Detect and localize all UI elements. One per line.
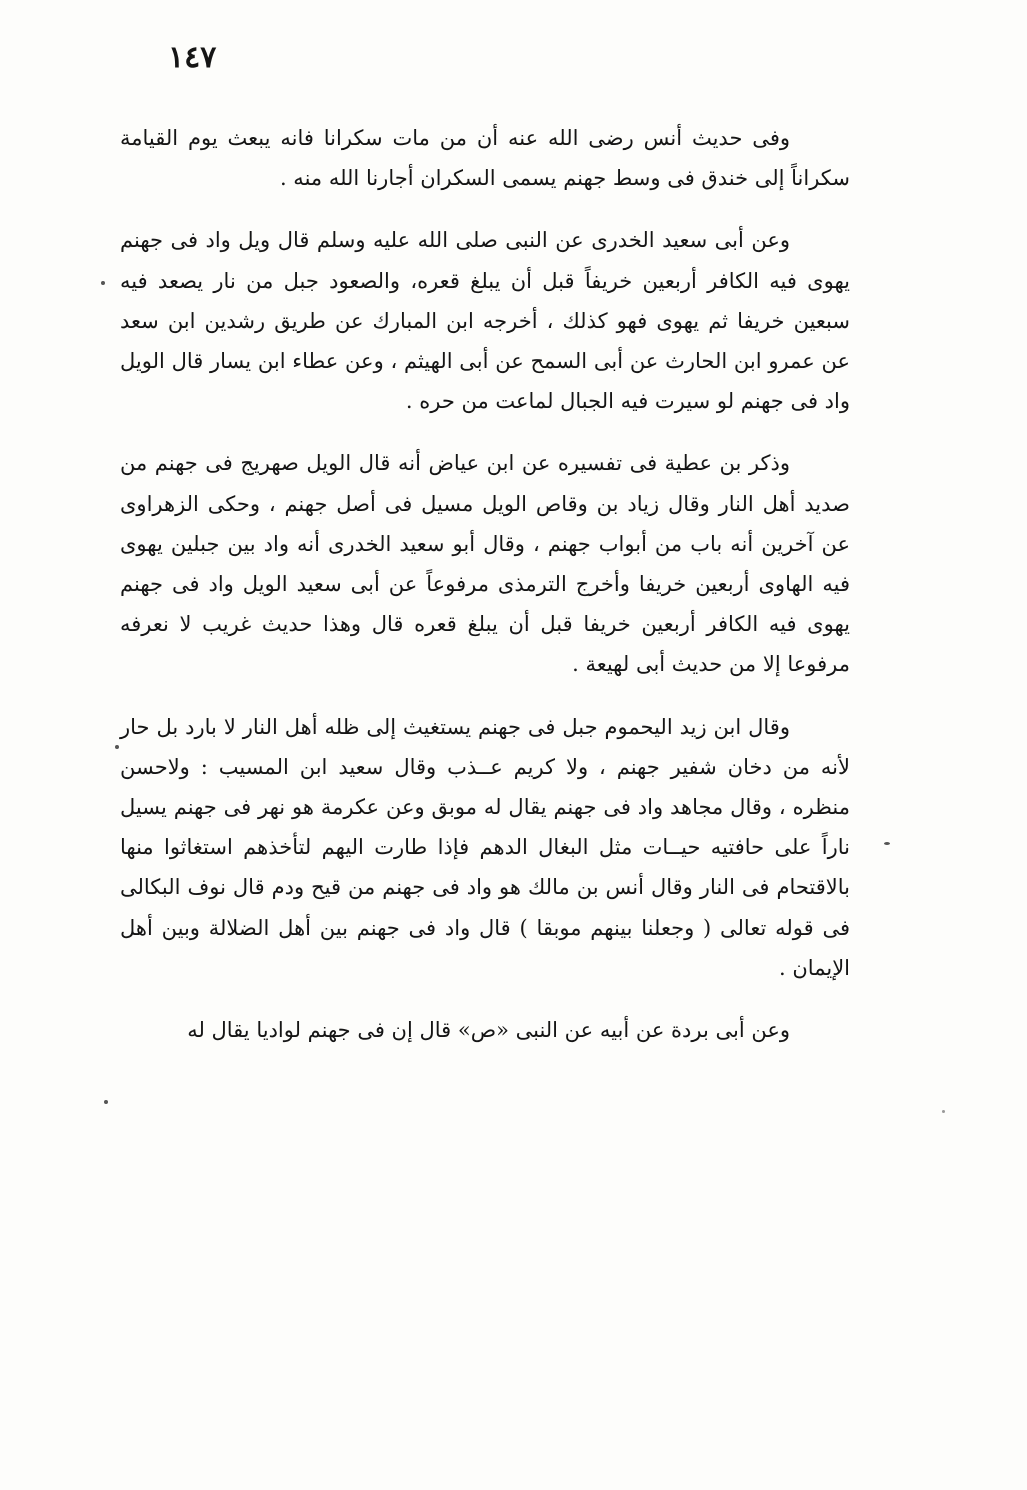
scan-speck	[942, 1110, 945, 1113]
page-number: ١٤٧	[168, 40, 217, 75]
paragraph-4: وقال ابن زيد اليحموم جبل فى جهنم يستغيث إلى ظله أهل النار لا بارد بل حار لأنه من دخان شفير جهنم ، ولا كريم عــذب وقال سعيد ابن المسيب : ولاحسن منظره ، وقال مجاهد واد فى جهنم يقال له موبق وعن عكرمة هو نهر فى جهنم يسيل ناراً على حافتيه حيــات مثل البغال الدهم فإذا طارت اليهم لتأخذهم استغاثوا منها بالاقتحام فى النار وقال أنس بن مالك هو واد فى جهنم من قيح ودم قال نوف البكالى فى قوله تعالى ( وجعلنا بينهم موبقا ) قال واد فى جهنم بين أهل الضلالة وبين أهل الإيمان .	[120, 714, 850, 980]
scan-speck	[115, 745, 119, 749]
paragraph-5: وعن أبى بردة عن أبيه عن النبى «ص» قال إن فى جهنم لواديا يقال له	[187, 1018, 790, 1043]
scan-speck	[884, 842, 890, 845]
paragraph-3: وذكر بن عطية فى تفسيره عن ابن عياض أنه قال الويل صهريج فى جهنم من صديد أهل النار وقال زياد بن وقاص الويل مسيل فى أصل جهنم ، وحكى الزهراوى عن آخرين أنه باب من أبواب جهنم ، وقال أبو سعيد الخدرى أنه واد بين جبلين يهوى فيه الهاوى أربعين خريفا وأخرج الترمذى مرفوعاً عن أبى سعيد الويل واد فى جهنم يهوى فيه الكافر أربعين خريفا قبل أن يبلغ قعره قال وهذا حديث غريب لا نعرفه مرفوعا إلا من حديث أبى لهيعة .	[120, 451, 850, 677]
paragraph-1: وفى حديث أنس رضى الله عنه أن من مات سكرانا فانه يبعث يوم القيامة سكراناً إلى خندق فى وسط جهنم يسمى السكران أجارنا الله منه .	[120, 126, 850, 191]
scan-speck	[101, 281, 105, 285]
paragraph-2: وعن أبى سعيد الخدرى عن النبى صلى الله عليه وسلم قال ويل واد فى جهنم يهوى فيه الكافر أربعين خريفاً قبل أن يبلغ قعره، والصعود جبل من نار يصعد فيه سبعين خريفا ثم يهوى فهو كذلك ، أخرجه ابن المبارك عن طريق رشدين ابن سعد عن عمرو ابن الحارث عن أبى السمح عن أبى الهيثم ، وعن عطاء ابن يسار قال الويل واد فى جهنم لو سيرت فيه الجبال لماعت من حره .	[120, 228, 850, 414]
body-text	[120, 118, 850, 1050]
scan-speck	[104, 1100, 108, 1104]
